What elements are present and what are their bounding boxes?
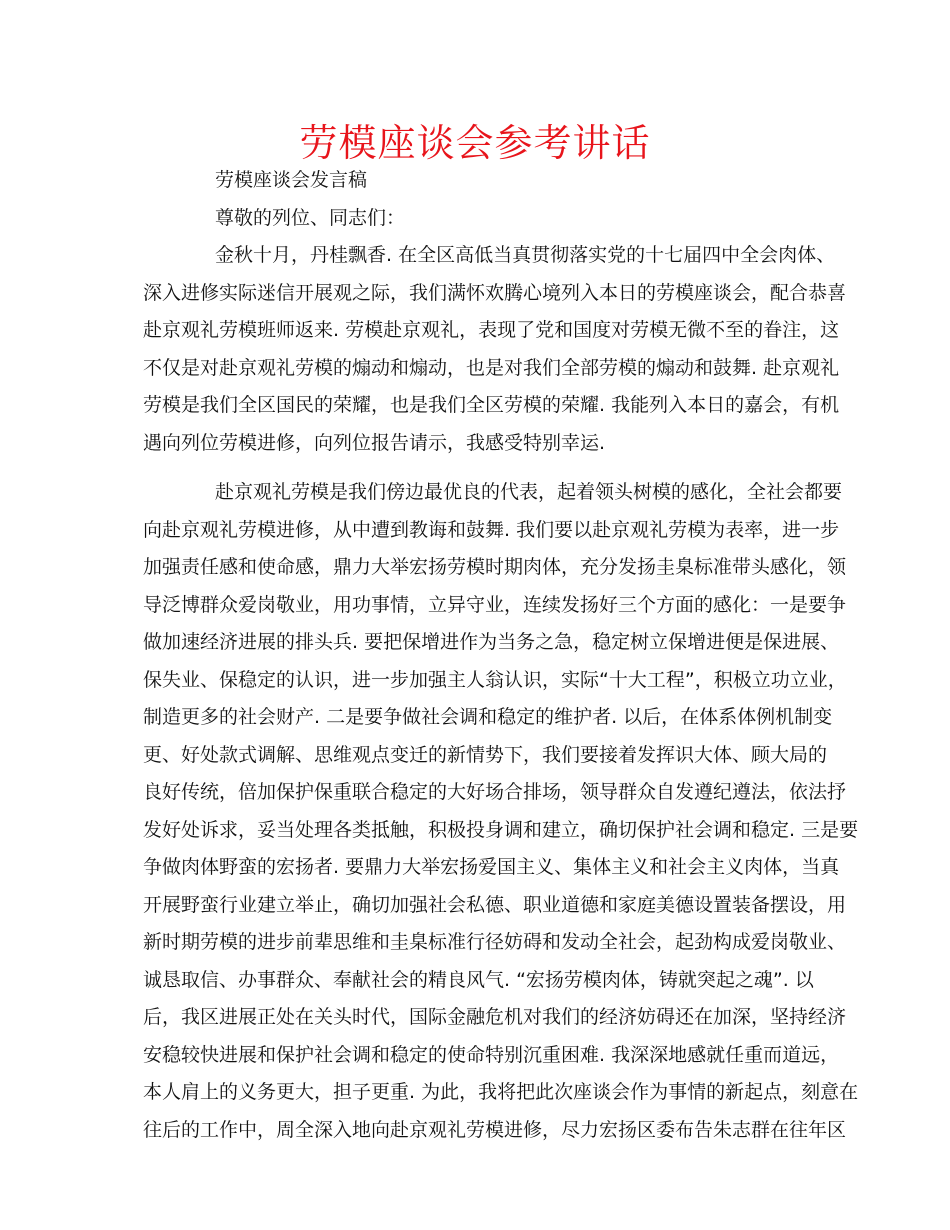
paragraph-1 [143, 237, 847, 462]
paragraph-line: 赴京观礼劳模班师返来. 劳模赴京观礼，表现了党和国度对劳模无微不至的眷注，这 [143, 319, 840, 341]
paragraph-line: 更、好处款式调解、思维观点变迁的新情势下，我们要接着发挥识大体、顾大局的 [143, 743, 828, 766]
paragraph-line: 制造更多的社会财产. 二是要争做社会调和稳定的维护者. 以后，在体系体例机制变 [143, 706, 833, 728]
paragraph-line: 不仅是对赴京观礼劳模的煽动和煽动，也是对我们全部劳模的煽动和鼓舞. 赴京观礼 [143, 356, 840, 379]
document-body [143, 162, 859, 1149]
paragraph-2 [143, 474, 859, 1149]
paragraph-line: 争做肉体野蛮的宏扬者. 要鼎力大举宏扬爱国主义、集体主义和社会主义肉体，当真 [143, 856, 840, 878]
paragraph-line: 良好传统，倍加保护保重联合稳定的大好场合排场，领导群众自发遵纪遵法，依法抒 [143, 781, 847, 803]
paragraph-line: 导泛博群众爱岗敬业，用功事情，立异守业，连续发扬好三个方面的感化：一是要争 [143, 593, 847, 616]
paragraph-line: 往后的工作中，周全深入地向赴京观礼劳模进修，尽力宏扬区委布告朱志群在往年区 [143, 1118, 847, 1141]
paragraph-line: 开展野蛮行业建立举止，确切加强社会私德、职业道德和家庭美德设置装备摆设，用 [143, 893, 847, 916]
paragraph-line: 加强责任感和使命感，鼎力大举宏扬劳模时期肉体，充分发扬圭臬标准带头感化，领 [143, 556, 847, 578]
paragraph-line: 发好处诉求，妥当处理各类抵触，积极投身调和建立，确切保护社会调和稳定. 三是要 [143, 818, 859, 841]
document-title: 劳模座谈会参考讲话 [299, 121, 651, 165]
paragraph-line: 深入进修实际迷信开展观之际，我们满怀欢腾心境列入本日的劳模座谈会，配合恭喜 [143, 281, 847, 304]
paragraph-line: 遇向列位劳模进修，向列位报告请示，我感受特别幸运. [143, 431, 606, 454]
paragraph-line: 安稳较快进展和保护社会调和稳定的使命特别沉重困难. 我深深地感就任重而道远， [143, 1043, 840, 1066]
paragraph-line: 后，我区进展正处在关头时代，国际金融危机对我们的经济妨碍还在加深，坚持经济 [143, 1006, 847, 1028]
paragraph-line: 向赴京观礼劳模进修，从中遭到教诲和鼓舞. 我们要以赴京观礼劳模为表率，进一步 [143, 518, 840, 541]
paragraph-line: 劳模是我们全区国民的荣耀，也是我们全区劳模的荣耀. 我能列入本日的嘉会，有机 [143, 394, 840, 416]
paragraph-line: 赴京观礼劳模是我们傍边最优良的代表，起着领头树模的感化，全社会都要 [215, 481, 843, 503]
paragraph-line: 本人肩上的义务更大，担子更重. 为此，我将把此次座谈会作为事情的新起点，刻意在 [143, 1081, 859, 1103]
paragraph-line: 做加速经济进展的排头兵. 要把保增进作为当务之急，稳定树立保增进便是保进展、 [143, 631, 840, 653]
paragraph-gap [143, 462, 815, 474]
paragraph-line: 保失业、保稳定的认识，进一步加强主人翁认识，实际“十大工程”，积极立功立业， [143, 668, 847, 691]
salutation: 尊敬的列位、同志们： [215, 206, 406, 229]
paragraph-line: 诚恳取信、办事群众、奉献社会的精良风气. “宏扬劳模肉体，铸就突起之魂”. 以 [143, 968, 814, 991]
document-subtitle: 劳模座谈会发言稿 [215, 169, 368, 191]
paragraph-line: 新时期劳模的进步前辈思维和圭臬标准行径妨碍和发动全社会，起劲构成爱岗敬业、 [143, 931, 847, 953]
paragraph-line: 金秋十月，丹桂飘香. 在全区高低当真贯彻落实党的十七届四中全会肉体、 [215, 244, 836, 266]
